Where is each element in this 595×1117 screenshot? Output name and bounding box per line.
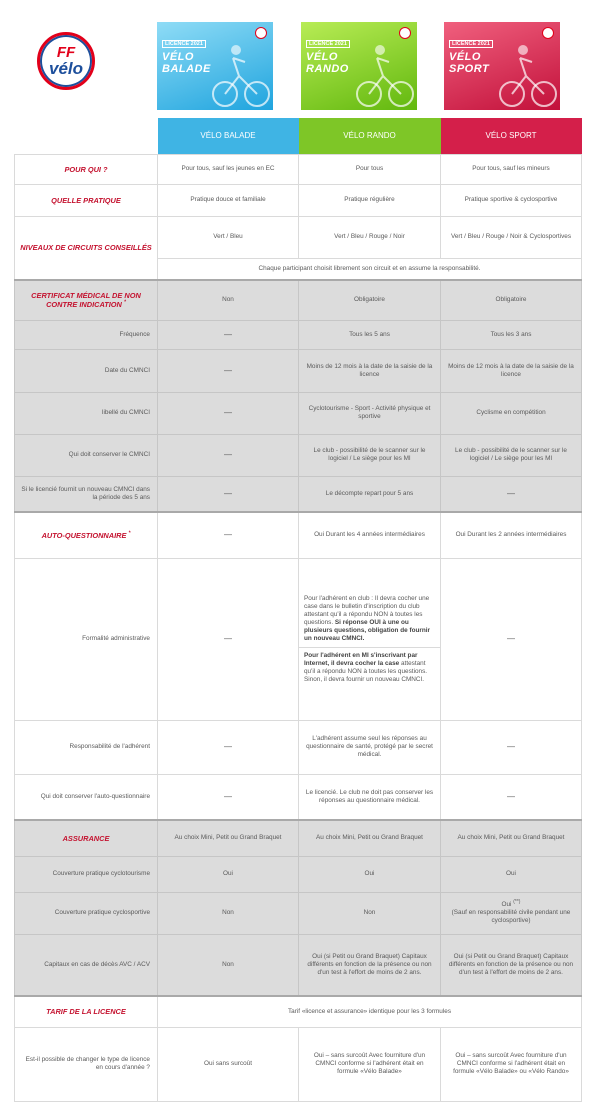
header-velo-sport: VÉLO SPORT <box>441 118 582 154</box>
row-changer <box>15 1027 582 1101</box>
formalite-mi-bold: Pour l'adhérent en MI s'inscrivant par Internet, il devra cocher la case <box>304 651 418 667</box>
cell-balade: — <box>158 349 299 392</box>
cell-balade: — <box>158 558 299 720</box>
cell-rando: Au choix Mini, Petit ou Grand Braquet <box>299 820 441 856</box>
cell-rando: Oui – sans surcoût Avec fourniture d'un CMNCI conforme si l'adhérent était en formule «Vélo Balade» <box>299 1027 441 1101</box>
row-pratique <box>15 184 582 216</box>
row-label: Qui doit conserver le CMNCI <box>15 434 158 476</box>
cell-rando: L'adhérent assume seul les réponses au questionnaire de santé, protégé par le secret médical. <box>299 720 441 774</box>
cell-sport: Pratique sportive & cyclosportive <box>441 184 582 216</box>
cyclist-icon <box>347 40 417 110</box>
cell-rando: Non <box>299 892 441 934</box>
cell-rando: Oui (si Petit ou Grand Braquet) Capitaux différents en fonction de la présence ou non d'un test à l'effort de moins de 2 ans. <box>299 934 441 996</box>
row-label: Responsabilité de l'adhérent <box>15 720 158 774</box>
cover-title: VÉLO BALADE <box>162 51 211 75</box>
cell-balade: — <box>158 392 299 434</box>
row-certificat <box>15 280 582 320</box>
formalite-club-text: Pour l'adhérent en club : Il devra cocher une case dans le bulletin d'inscription du club attestant qu'il a répondu NON à toutes les questions. <box>304 594 430 626</box>
cell-sport: — <box>441 558 582 720</box>
footnote-star: * <box>123 299 126 306</box>
cell-sport: Moins de 12 mois à la date de la saisie de la licence <box>441 349 582 392</box>
cover-velo-balade <box>157 22 273 110</box>
row-formalite <box>15 558 582 720</box>
couverture-oui: Oui <box>501 901 512 908</box>
cell-sport: Vert / Bleu / Rouge / Noir & Cyclosportives <box>441 216 582 258</box>
row-label: ASSURANCE <box>15 820 158 856</box>
cell-balade: Non <box>158 934 299 996</box>
cover-title: VÉLO RANDO <box>306 51 349 75</box>
cover-licence-label: LICENCE 2021 <box>162 40 206 48</box>
row-label: Date du CMNCI <box>15 349 158 392</box>
cyclist-icon <box>490 40 560 110</box>
cell-sport: — <box>441 720 582 774</box>
row-assurance <box>15 820 582 856</box>
cell-sport: Oui – sans surcoût Avec fourniture d'un CMNCI conforme si l'adhérent était en formule «Vélo Balade» ou «Vélo Rando» <box>441 1027 582 1101</box>
row-label: POUR QUI ? <box>15 154 158 184</box>
cell-sport: Oui Durant les 2 années intermédiaires <box>441 512 582 558</box>
header-velo-balade: VÉLO BALADE <box>158 118 299 154</box>
cell-rando: Le club - possibilité de le scanner sur le logiciel / Le siège pour les MI <box>299 434 441 476</box>
row-tarif <box>15 996 582 1027</box>
cell-sport: Obligatoire <box>441 280 582 320</box>
cell-sport: — <box>441 476 582 512</box>
row-label <box>15 512 158 558</box>
formalite-club <box>304 595 435 643</box>
row-label: NIVEAUX DE CIRCUITS CONSEILLÉS <box>15 216 158 280</box>
cover-licence-label: LICENCE 2021 <box>449 40 493 48</box>
cell-rando: Cyclotourisme - Sport - Activité physique et sportive <box>299 392 441 434</box>
cell-rando: Obligatoire <box>299 280 441 320</box>
row-label: Capitaux en cas de décès AVC / ACV <box>15 934 158 996</box>
row-pour-qui <box>15 154 582 184</box>
row-label: Couverture pratique cyclotourisme <box>15 856 158 892</box>
row-date <box>15 349 582 392</box>
row-label-text: AUTO-QUESTIONNAIRE <box>41 530 127 540</box>
cell-rando: Pratique régulière <box>299 184 441 216</box>
cover-badge-icon <box>399 27 411 39</box>
formalite-mi-text: attestant qu'il a répondu NON à toutes les questions. Sinon, il devra fournir un nouveau CMNCI. <box>304 659 428 683</box>
row-auto-questionnaire <box>15 512 582 558</box>
cell-balade: — <box>158 512 299 558</box>
cell-sport: Cyclisme en compétition <box>441 392 582 434</box>
cover-title: VÉLO SPORT <box>449 51 490 75</box>
row-capitaux <box>15 934 582 996</box>
table-header <box>15 118 582 154</box>
cell-rando: Pour tous <box>299 154 441 184</box>
cell-rando: Oui Durant les 4 années intermédiaires <box>299 512 441 558</box>
footnote-double-star: (**) <box>513 898 521 905</box>
niveaux-note: Chaque participant choisit librement son circuit et en assume la responsabilité. <box>158 258 582 280</box>
tarif-value: Tarif «licence et assurance» identique pour les 3 formules <box>158 996 582 1027</box>
cover-badge-icon <box>542 27 554 39</box>
cell-balade: — <box>158 434 299 476</box>
cell-sport: Pour tous, sauf les mineurs <box>441 154 582 184</box>
footnote-star: * <box>128 530 131 537</box>
row-libelle <box>15 392 582 434</box>
comparison-table <box>14 118 582 1102</box>
cell-sport: Au choix Mini, Petit ou Grand Braquet <box>441 820 582 856</box>
cell-balade: — <box>158 320 299 349</box>
row-label: Couverture pratique cyclosportive <box>15 892 158 934</box>
cell-rando: Le licencié. Le club ne doit pas conserver les réponses au questionnaire médical. <box>299 774 441 820</box>
header-velo-rando: VÉLO RANDO <box>299 118 441 154</box>
cell-sport: Oui (si Petit ou Grand Braquet) Capitaux différents en fonction de la présence ou non d'un test à l'effort de moins de 2 ans. <box>441 934 582 996</box>
cell-balade: Oui <box>158 856 299 892</box>
cell-balade: — <box>158 774 299 820</box>
couverture-note: (Sauf en responsabilité civile pendant une cyclosportive) <box>451 909 571 924</box>
cell-sport: Tous les 3 ans <box>441 320 582 349</box>
cell-balade: Pratique douce et familiale <box>158 184 299 216</box>
cover-badge-icon <box>255 27 267 39</box>
row-label: TARIF DE LA LICENCE <box>15 996 158 1027</box>
row-label-text: CERTIFICAT MÉDICAL DE NON CONTRE INDICATION <box>31 291 141 310</box>
row-label: QUELLE PRATIQUE <box>15 184 158 216</box>
row-responsabilite <box>15 720 582 774</box>
row-couverture-cyclo <box>15 856 582 892</box>
cell-sport: Le club - possibilité de le scanner sur le logiciel / Le siège pour les MI <box>441 434 582 476</box>
cell-balade: — <box>158 476 299 512</box>
row-label: Qui doit conserver l'auto-questionnaire <box>15 774 158 820</box>
row-label <box>15 280 158 320</box>
cell-rando: Le décompte repart pour 5 ans <box>299 476 441 512</box>
cell-sport <box>441 892 582 934</box>
cell-sport: — <box>441 774 582 820</box>
row-conserver <box>15 434 582 476</box>
row-label: libellé du CMNCI <box>15 392 158 434</box>
cover-velo-sport <box>444 22 560 110</box>
header-blank <box>15 118 158 154</box>
row-label: Formalité administrative <box>15 558 158 720</box>
cell-rando: Oui <box>299 856 441 892</box>
cell-balade: — <box>158 720 299 774</box>
row-conserver-auto <box>15 774 582 820</box>
logo-velo: vélo <box>48 59 84 78</box>
cell-balade: Non <box>158 892 299 934</box>
cell-balade: Oui sans surcoût <box>158 1027 299 1101</box>
row-label: Est-il possible de changer le type de licence en cours d'année ? <box>15 1027 158 1101</box>
row-label: Si le licencié fournit un nouveau CMNCI dans la période des 5 ans <box>15 476 158 512</box>
ffvelo-logo <box>37 32 95 90</box>
formalite-mi <box>299 647 440 684</box>
cell-rando <box>299 558 441 720</box>
cyclist-icon <box>203 40 273 110</box>
cell-sport: Oui <box>441 856 582 892</box>
cover-velo-rando <box>301 22 417 110</box>
logo-ff: FF <box>56 44 76 61</box>
formalite-club-bold: Si réponse OUI à une ou plusieurs questions, obligation de fournir un nouveau CMNCI. <box>304 618 431 642</box>
cover-licence-label: LICENCE 2021 <box>306 40 350 48</box>
row-frequence <box>15 320 582 349</box>
row-label: Fréquence <box>15 320 158 349</box>
cell-balade: Vert / Bleu <box>158 216 299 258</box>
row-nouveau <box>15 476 582 512</box>
cell-balade: Au choix Mini, Petit ou Grand Braquet <box>158 820 299 856</box>
row-niveaux <box>15 216 582 258</box>
cell-rando: Moins de 12 mois à la date de la saisie de la licence <box>299 349 441 392</box>
cell-balade: Non <box>158 280 299 320</box>
cell-rando: Vert / Bleu / Rouge / Noir <box>299 216 441 258</box>
cell-rando: Tous les 5 ans <box>299 320 441 349</box>
cell-balade: Pour tous, sauf les jeunes en EC <box>158 154 299 184</box>
row-couverture-sport <box>15 892 582 934</box>
